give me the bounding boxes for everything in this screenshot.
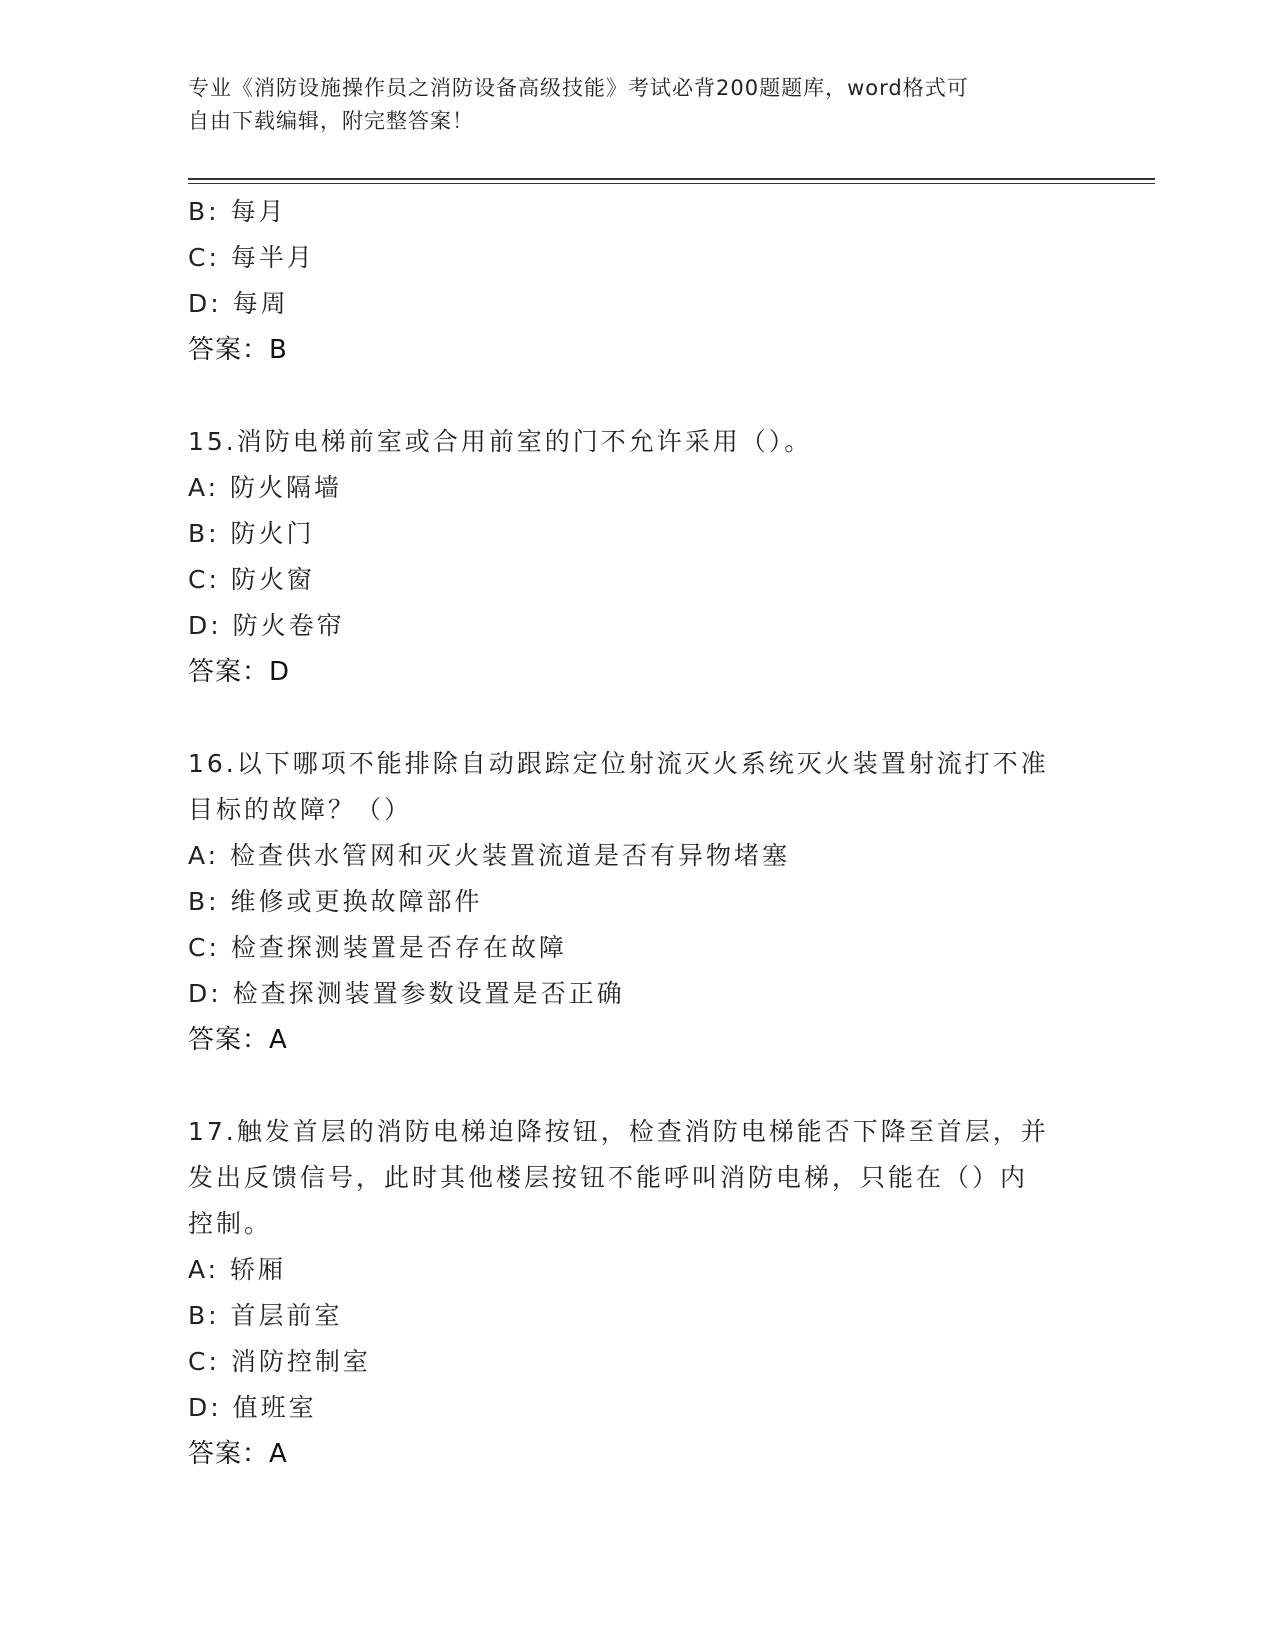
- header-divider-thin: [188, 183, 1155, 184]
- option-c: C: 检查探测装置是否存在故障: [188, 933, 567, 962]
- option-b: B: 维修或更换故障部件: [188, 887, 483, 916]
- option-c: C: 防火窗: [188, 565, 315, 594]
- question-17: [188, 1109, 1088, 1477]
- question-14-continuation: [188, 189, 1088, 373]
- header-divider-thick: [188, 178, 1155, 180]
- header-line-2: 自由下载编辑，附完整答案！: [188, 109, 474, 133]
- option-d: D: 防火卷帘: [188, 611, 345, 640]
- option-c: C: 每半月: [188, 243, 315, 272]
- option-d: D: 每周: [188, 289, 289, 318]
- option-b: B: 首层前室: [188, 1301, 343, 1330]
- question-text-line: 目标的故障？（）: [188, 795, 413, 824]
- question-16: [188, 741, 1088, 1063]
- answer-line: 答案：D: [188, 657, 291, 687]
- answer-line: 答案：A: [188, 1439, 288, 1469]
- question-list: [188, 189, 1088, 1477]
- option-a: A: 检查供水管网和灭火装置流道是否有异物堵塞: [188, 841, 791, 870]
- question-15: [188, 419, 1088, 695]
- header-line-1: 专业《消防设施操作员之消防设备高级技能》考试必背200题题库，word格式可: [188, 76, 969, 100]
- option-b: B: 每月: [188, 197, 287, 226]
- question-text-line: 控制。: [188, 1209, 273, 1238]
- answer-line: 答案：A: [188, 1025, 288, 1055]
- spacer: [188, 373, 1088, 419]
- option-c: C: 消防控制室: [188, 1347, 371, 1376]
- answer-line: 答案：B: [188, 335, 288, 365]
- option-d: D: 值班室: [188, 1393, 317, 1422]
- spacer: [188, 695, 1088, 741]
- option-a: A: 防火隔墙: [188, 473, 343, 502]
- question-text-line: 发出反馈信号，此时其他楼层按钮不能呼叫消防电梯，只能在（）内: [188, 1163, 1029, 1192]
- option-b: B: 防火门: [188, 519, 315, 548]
- document-header: [188, 72, 1088, 138]
- question-text-line: 16.以下哪项不能排除自动跟踪定位射流灭火系统灭火装置射流打不准: [188, 749, 1049, 778]
- question-text-line: 15.消防电梯前室或合用前室的门不允许采用（）。: [188, 427, 813, 456]
- option-a: A: 轿厢: [188, 1255, 287, 1284]
- option-d: D: 检查探测装置参数设置是否正确: [188, 979, 625, 1008]
- spacer: [188, 1063, 1088, 1109]
- question-text-line: 17.触发首层的消防电梯迫降按钮，检查消防电梯能否下降至首层，并: [188, 1117, 1049, 1146]
